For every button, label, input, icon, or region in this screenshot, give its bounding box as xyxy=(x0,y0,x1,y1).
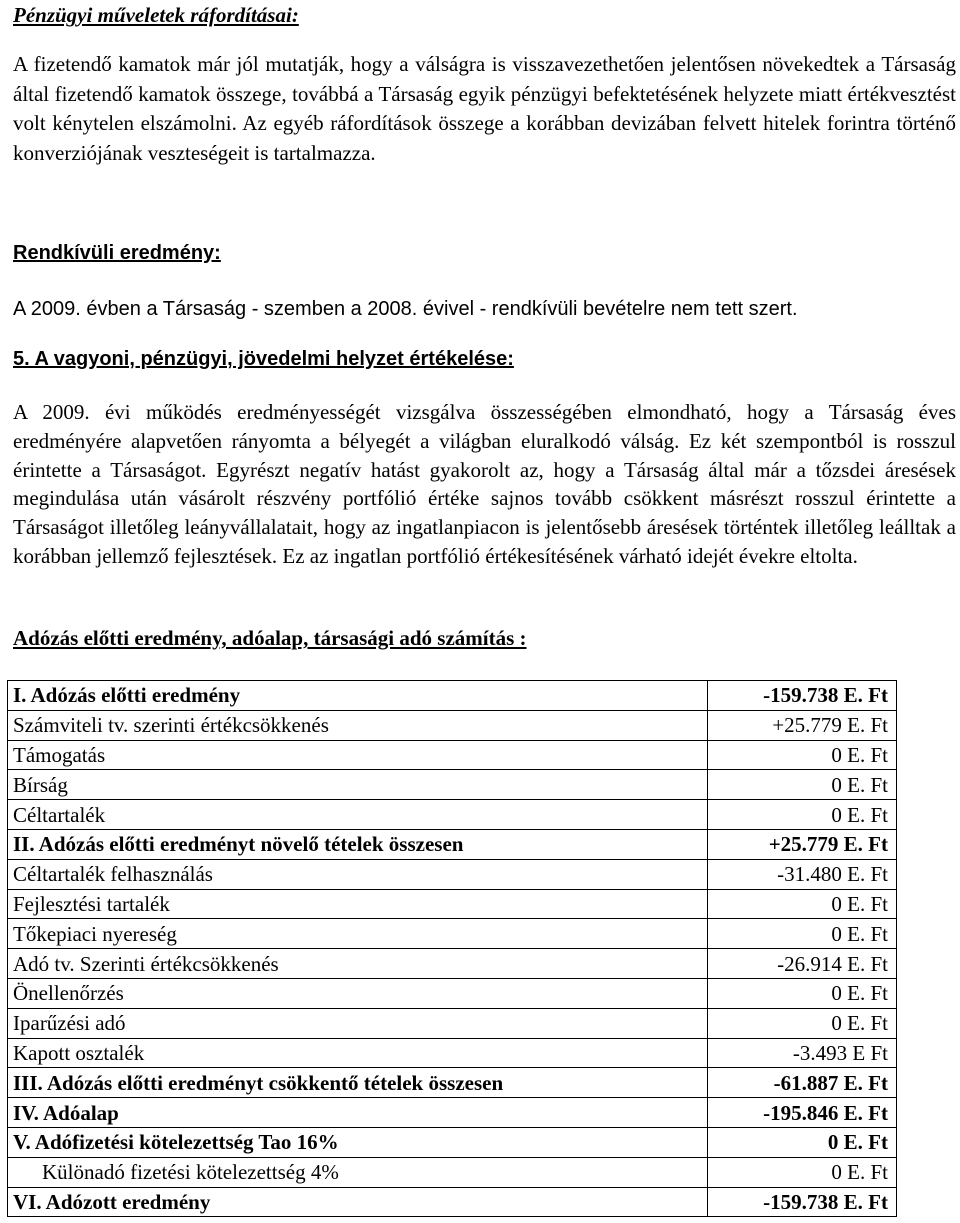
row-value: -159.738 E. Ft xyxy=(708,1187,897,1217)
tax-calculation-heading: Adózás előtti eredmény, adóalap, társasági adó számítás : xyxy=(13,626,527,650)
table-row xyxy=(8,740,897,770)
row-value: 0 E. Ft xyxy=(708,889,897,919)
table-row xyxy=(8,1008,897,1038)
row-label: II. Adózás előtti eredményt növelő tételek összesen xyxy=(8,829,708,859)
tax-calculation-table xyxy=(7,680,897,1217)
table-row xyxy=(8,1098,897,1128)
row-label: Számviteli tv. szerinti értékcsökkenés xyxy=(8,710,708,740)
row-label: Tőkepiaci nyereség xyxy=(8,919,708,949)
table-row xyxy=(8,1127,897,1157)
row-label: IV. Adóalap xyxy=(8,1098,708,1128)
row-value: 0 E. Ft xyxy=(708,919,897,949)
table-row xyxy=(8,681,897,711)
table-row xyxy=(8,1187,897,1217)
row-label: Adó tv. Szerinti értékcsökkenés xyxy=(8,949,708,979)
table-row xyxy=(8,1038,897,1068)
table-row xyxy=(8,889,897,919)
row-label: Bírság xyxy=(8,770,708,800)
row-value: -159.738 E. Ft xyxy=(708,681,897,711)
table-row xyxy=(8,800,897,830)
row-label: VI. Adózott eredmény xyxy=(8,1187,708,1217)
row-label: Iparűzési adó xyxy=(8,1008,708,1038)
row-label: Támogatás xyxy=(8,740,708,770)
table-row xyxy=(8,1068,897,1098)
row-value: -195.846 E. Ft xyxy=(708,1098,897,1128)
table-row xyxy=(8,859,897,889)
financial-expenses-heading: Pénzügyi műveletek ráfordításai: xyxy=(13,3,299,27)
row-label: Különadó fizetési kötelezettség 4% xyxy=(8,1157,708,1187)
row-label: Önellenőrzés xyxy=(8,978,708,1008)
row-value: -31.480 E. Ft xyxy=(708,859,897,889)
row-value: 0 E. Ft xyxy=(708,770,897,800)
financial-position-paragraph: A 2009. évi működés eredményességét vizsgálva összességében elmondható, hogy a Társaság éves eredményére alapvetően rányomta a bélyegét a világban eluralkodó válság. Ez két szempontból is rosszul érintette a Társaságot. Egyrészt negatív hatást gyakorolt az, hogy a Társaság által már a tőzsdei áresések megindulása után vásárolt részvény portfólió értéke sajnos tovább csökkent másrészt rosszul érintette a Társaságot illetőleg leányvállalatait, hogy az ingatlanpiacon is jelentősebb áresések történtek illetőleg leálltak a korábban jellemző fejlesztések. Ez az ingatlan portfólió értékesítésének várható idejét évekre eltolta. xyxy=(13,400,956,568)
row-value: 0 E. Ft xyxy=(708,1127,897,1157)
row-label: Fejlesztési tartalék xyxy=(8,889,708,919)
row-label: V. Adófizetési kötelezettség Tao 16% xyxy=(8,1127,708,1157)
row-label: Céltartalék felhasználás xyxy=(8,859,708,889)
table-row xyxy=(8,949,897,979)
row-value: +25.779 E. Ft xyxy=(708,710,897,740)
row-label: I. Adózás előtti eredmény xyxy=(8,681,708,711)
row-value: 0 E. Ft xyxy=(708,1157,897,1187)
row-value: -26.914 E. Ft xyxy=(708,949,897,979)
table-row xyxy=(8,770,897,800)
row-value: 0 E. Ft xyxy=(708,978,897,1008)
row-value: -3.493 E Ft xyxy=(708,1038,897,1068)
row-label: Céltartalék xyxy=(8,800,708,830)
extraordinary-result-text: A 2009. évben a Társaság - szemben a 2008. évivel - rendkívüli bevételre nem tett szert. xyxy=(13,298,798,320)
row-value: 0 E. Ft xyxy=(708,1008,897,1038)
row-value: -61.887 E. Ft xyxy=(708,1068,897,1098)
row-value: +25.779 E. Ft xyxy=(708,829,897,859)
financial-expenses-paragraph: A fizetendő kamatok már jól mutatják, hogy a válságra is visszavezethetően jelentősen növekedtek a Társaság által fizetendő kamatok összege, továbbá a Társaság egyik pénzügyi befektetésének helyzete miatt értékvesztést volt kénytelen elszámolni. Az egyéb ráfordítások összege a korábban devizában felvett hitelek forintra történő konverziójának veszteségeit is tartalmazza. xyxy=(13,52,956,165)
table-row xyxy=(8,710,897,740)
financial-position-heading: 5. A vagyoni, pénzügyi, jövedelmi helyzet értékelése: xyxy=(13,348,514,370)
table-row xyxy=(8,1157,897,1187)
row-label: III. Adózás előtti eredményt csökkentő tételek összesen xyxy=(8,1068,708,1098)
row-value: 0 E. Ft xyxy=(708,740,897,770)
row-label: Kapott osztalék xyxy=(8,1038,708,1068)
row-value: 0 E. Ft xyxy=(708,800,897,830)
table-row xyxy=(8,829,897,859)
extraordinary-result-heading: Rendkívüli eredmény: xyxy=(13,242,221,264)
table-row xyxy=(8,978,897,1008)
table-row xyxy=(8,919,897,949)
